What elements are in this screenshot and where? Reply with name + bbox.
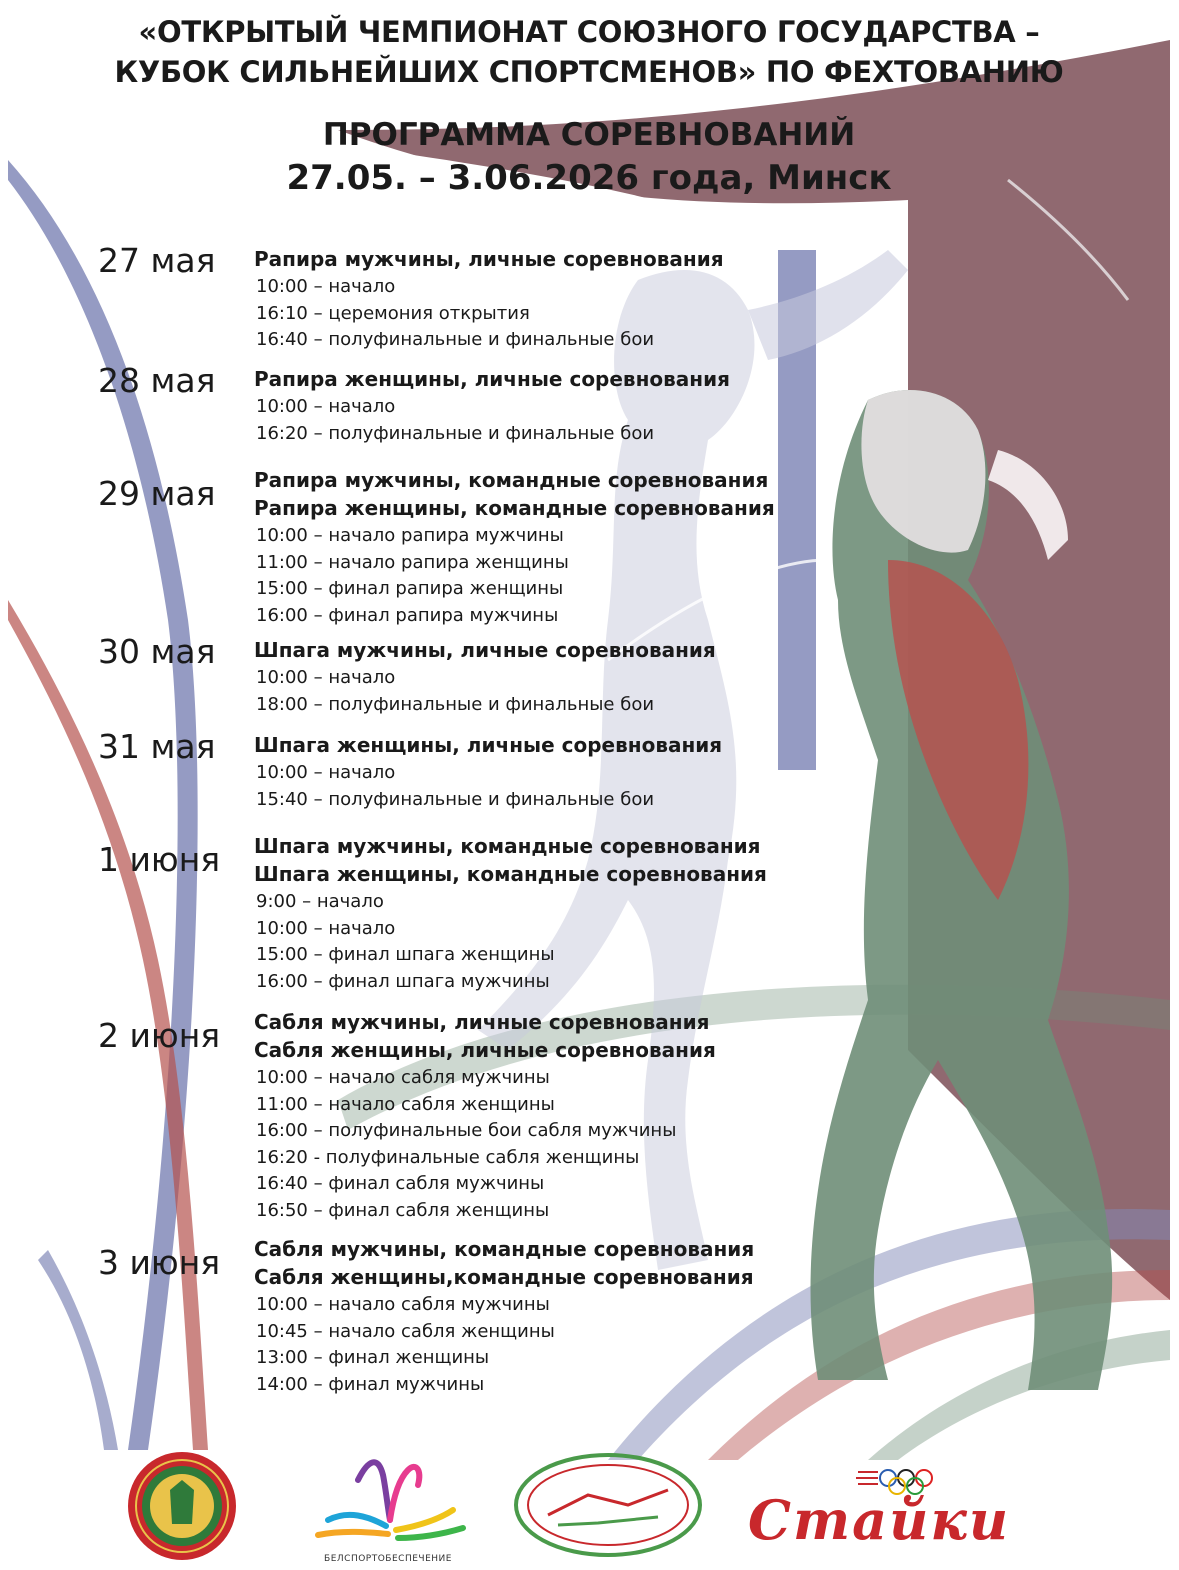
schedule-item: 16:00 – полуфинальные бои сабля мужчины (256, 1120, 677, 1141)
championship-title-line1: «ОТКРЫТЫЙ ЧЕМПИОНАТ СОЮЗНОГО ГОСУДАРСТВА – (138, 15, 1040, 49)
schedule-item: 15:00 – финал шпага женщины (256, 944, 555, 965)
belsport-logo (298, 1450, 478, 1570)
schedule-item: 16:00 – финал рапира мужчины (256, 604, 559, 626)
schedule-item: 10:00 – начало (256, 762, 396, 783)
schedule-item: 10:00 – начало сабля мужчины (256, 1294, 550, 1315)
program-heading: ПРОГРАММА СОРЕВНОВАНИЙ (322, 117, 856, 153)
schedule-item: 18:00 – полуфинальные и финальные бои (256, 693, 655, 715)
ministry-emblem (126, 1450, 238, 1562)
event-title: Шпага мужчины, командные соревнования (254, 834, 761, 858)
belsport-swirl-icon (298, 1450, 478, 1550)
schedule-item: 11:00 – начало рапира женщины (256, 551, 569, 573)
schedule-item: 16:20 – полуфинальные и финальные бои (256, 422, 655, 444)
event-title: Рапира мужчины, командные соревнования (254, 468, 769, 492)
belsport-label: БЕЛСПОРТОБЕСПЕЧЕНИЕ (324, 1554, 452, 1564)
federation-emblem-icon (508, 1445, 708, 1565)
schedule-date: 30 мая (98, 632, 216, 671)
event-title: Сабля женщины,командные соревнования (254, 1265, 754, 1289)
dates-location: 27.05. – 3.06.2026 года, Минск (286, 158, 892, 198)
staiki-logo (738, 1460, 1068, 1560)
schedule-item: 10:00 – начало (256, 667, 396, 688)
event-title: Сабля женщины, личные соревнования (254, 1038, 716, 1062)
event-title: Рапира женщины, личные соревнования (254, 367, 730, 391)
schedule-item: 10:00 – начало рапира мужчины (256, 525, 564, 546)
fencers-illustration (8, 0, 1170, 1570)
schedule-date: 28 мая (98, 361, 216, 400)
schedule-item: 10:00 – начало (256, 917, 396, 939)
staiki-wordmark: Стайки (748, 1488, 1011, 1552)
schedule-item: 10:00 – начало сабля мужчины (256, 1067, 550, 1088)
poster (8, 0, 1170, 1570)
schedule-date: 1 июня (98, 840, 221, 879)
schedule-date: 2 июня (98, 1016, 221, 1055)
event-title: Сабля мужчины, личные соревнования (254, 1010, 710, 1034)
event-title: Шпага женщины, личные соревнования (254, 733, 723, 757)
schedule-item: 16:40 – полуфинальные и финальные бои (256, 329, 655, 350)
championship-title-line2: КУБОК СИЛЬНЕЙШИХ СПОРТСМЕНОВ» ПО ФЕХТОВАНИЮ (114, 55, 1064, 89)
schedule-item: 16:50 – финал сабля женщины (256, 1199, 550, 1221)
event-title: Шпага мужчины, личные соревнования (254, 638, 716, 662)
schedule-item: 15:40 – полуфинальные и финальные бои (256, 788, 655, 810)
schedule-date: 29 мая (98, 474, 216, 513)
schedule-item: 16:10 – церемония открытия (256, 302, 530, 324)
event-title: Рапира мужчины, личные соревнования (254, 247, 724, 271)
schedule-item: 13:00 – финал женщины (256, 1347, 490, 1368)
fencing-federation-logo (508, 1445, 708, 1565)
schedule-item: 15:00 – финал рапира женщины (256, 578, 564, 599)
schedule-item: 14:00 – финал мужчины (256, 1373, 485, 1395)
schedule-date: 3 июня (98, 1243, 221, 1282)
schedule-item: 10:00 – начало (256, 396, 396, 417)
event-title: Рапира женщины, командные соревнования (254, 496, 775, 520)
schedule-item: 16:20 - полуфинальные сабля женщины (256, 1146, 640, 1168)
schedule-item: 16:00 – финал шпага мужчины (256, 970, 550, 992)
ministry-emblem-icon (126, 1450, 238, 1562)
schedule-item: 10:45 – начало сабля женщины (256, 1320, 555, 1342)
event-title: Шпага женщины, командные соревнования (254, 862, 767, 886)
schedule-item: 9:00 – начало (256, 891, 384, 912)
schedule-item: 10:00 – начало (256, 276, 396, 297)
sponsor-logos (8, 1440, 1170, 1570)
event-title: Сабля мужчины, командные соревнования (254, 1237, 755, 1261)
schedule-date: 27 мая (98, 241, 216, 280)
schedule-date: 31 мая (98, 727, 216, 766)
schedule-item: 11:00 – начало сабля женщины (256, 1093, 555, 1115)
schedule-item: 16:40 – финал сабля мужчины (256, 1173, 545, 1194)
